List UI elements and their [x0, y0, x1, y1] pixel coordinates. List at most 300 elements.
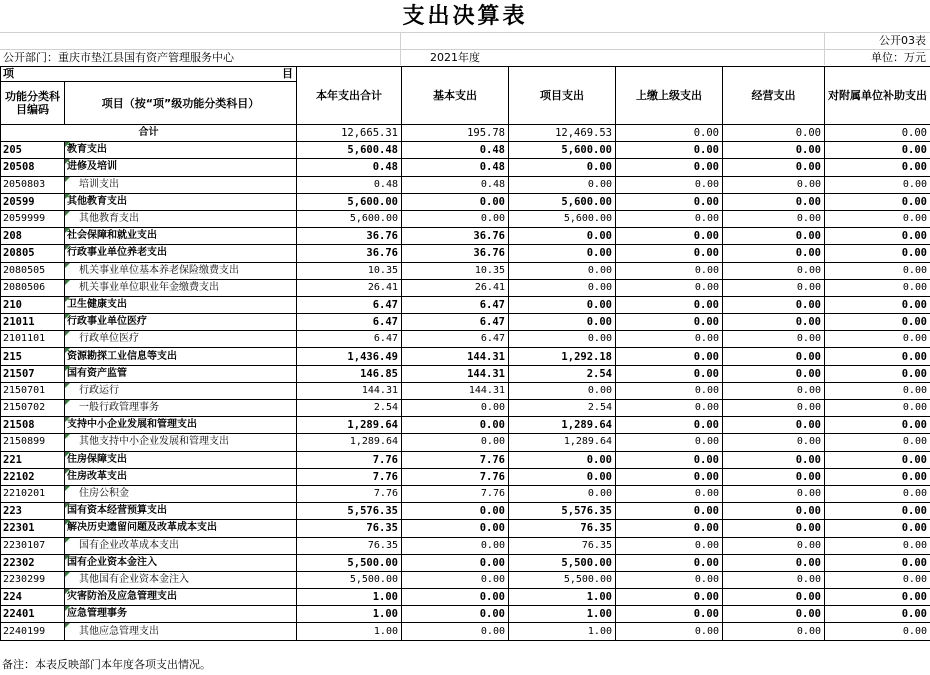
comment-marker-icon: [65, 297, 70, 302]
item-name: 其他教育支出: [79, 213, 139, 225]
table-row: [1, 468, 930, 485]
item-name: 住房公积金: [79, 488, 129, 500]
table-row: [1, 331, 930, 348]
table-row: [1, 314, 930, 331]
value-cell: 0.00: [825, 451, 930, 468]
item-name-cell: [65, 571, 297, 588]
header-item-name: 项目（按“项”级功能分类科目）: [65, 82, 297, 125]
comment-marker-icon: [65, 400, 70, 405]
func-code-cell: 2050803: [1, 176, 65, 193]
value-cell: 0.00: [402, 417, 509, 434]
func-code-cell: 2150701: [1, 382, 65, 399]
func-code-cell: 2101101: [1, 331, 65, 348]
value-cell: 0.00: [402, 400, 509, 417]
item-name-cell: [65, 279, 297, 296]
value-cell: 26.41: [402, 279, 509, 296]
value-cell: 0.00: [723, 279, 825, 296]
table-row: [1, 554, 930, 571]
value-cell: 1,292.18: [509, 348, 616, 365]
value-cell: 0.00: [616, 193, 723, 210]
value-cell: 0.00: [825, 176, 930, 193]
value-cell: 0.48: [402, 176, 509, 193]
value-cell: 7.76: [402, 451, 509, 468]
value-cell: 0.48: [402, 159, 509, 176]
value-cell: 0.00: [723, 623, 825, 640]
item-name: 行政事业单位养老支出: [67, 247, 167, 259]
value-cell: 6.47: [402, 296, 509, 313]
table-row: [1, 348, 930, 365]
func-code-cell: 20599: [1, 193, 65, 210]
value-cell: 0.00: [723, 245, 825, 262]
comment-marker-icon: [65, 486, 70, 491]
value-cell: 0.00: [616, 159, 723, 176]
value-cell: 1,289.64: [297, 417, 402, 434]
value-cell: 0.00: [723, 365, 825, 382]
comment-marker-icon: [65, 263, 70, 268]
grid-line: [0, 32, 930, 33]
func-code-cell: 20805: [1, 245, 65, 262]
value-cell: 0.00: [402, 571, 509, 588]
value-cell: 0.00: [825, 571, 930, 588]
value-cell: 144.31: [402, 382, 509, 399]
footer-note: 备注：本表反映部门本年度各项支出情况。: [2, 658, 211, 671]
item-name: 国有资本经营预算支出: [67, 505, 167, 517]
value-cell: 0.00: [723, 537, 825, 554]
table-row: [1, 537, 930, 554]
func-code-cell: 2059999: [1, 210, 65, 227]
comment-marker-icon: [65, 417, 70, 422]
value-cell: 0.00: [723, 348, 825, 365]
item-name-cell: [65, 142, 297, 159]
value-cell: 0.00: [825, 503, 930, 520]
value-cell: 0.00: [616, 520, 723, 537]
value-cell: 0.00: [402, 193, 509, 210]
item-name: 培训支出: [79, 178, 119, 190]
value-cell: 0.00: [616, 331, 723, 348]
value-cell: 0.00: [723, 193, 825, 210]
table-row: [1, 262, 930, 279]
table-row: [1, 176, 930, 193]
item-name-cell: [65, 606, 297, 623]
item-name-cell: [65, 365, 297, 382]
value-cell: 0.00: [825, 314, 930, 331]
total-value: 12,665.31: [297, 125, 402, 142]
value-cell: 0.00: [616, 468, 723, 485]
value-cell: 2.54: [509, 400, 616, 417]
col-header-project: 项目支出: [509, 67, 616, 125]
value-cell: 1.00: [509, 623, 616, 640]
item-name-cell: [65, 417, 297, 434]
value-cell: 0.00: [509, 382, 616, 399]
value-cell: 0.00: [825, 296, 930, 313]
value-cell: 0.00: [509, 451, 616, 468]
comment-marker-icon: [65, 366, 70, 371]
comment-marker-icon: [65, 348, 70, 353]
value-cell: 6.47: [402, 331, 509, 348]
item-name: 社会保障和就业支出: [67, 230, 157, 242]
value-cell: 0.00: [616, 279, 723, 296]
value-cell: 0.00: [616, 314, 723, 331]
value-cell: 36.76: [297, 245, 402, 262]
value-cell: 0.00: [723, 451, 825, 468]
value-cell: 0.00: [723, 417, 825, 434]
year-label: 2021年度: [430, 51, 480, 64]
table-row: [1, 571, 930, 588]
table-row: [1, 159, 930, 176]
value-cell: 0.48: [297, 176, 402, 193]
value-cell: 0.00: [616, 571, 723, 588]
value-cell: 0.00: [616, 606, 723, 623]
item-name: 行政单位医疗: [79, 333, 139, 345]
value-cell: 144.31: [402, 348, 509, 365]
value-cell: 0.00: [616, 210, 723, 227]
value-cell: 36.76: [402, 228, 509, 245]
value-cell: 0.00: [723, 159, 825, 176]
table-row: [1, 245, 930, 262]
value-cell: 0.00: [723, 210, 825, 227]
func-code-cell: 2240199: [1, 623, 65, 640]
value-cell: 0.00: [509, 262, 616, 279]
value-cell: 0.00: [616, 417, 723, 434]
value-cell: 0.00: [723, 606, 825, 623]
item-name-cell: [65, 193, 297, 210]
value-cell: 6.47: [297, 296, 402, 313]
table-row: [1, 606, 930, 623]
value-cell: 0.00: [616, 382, 723, 399]
value-cell: 6.47: [297, 314, 402, 331]
value-cell: 0.00: [402, 589, 509, 606]
value-cell: 0.00: [825, 400, 930, 417]
value-cell: 0.00: [616, 400, 723, 417]
value-cell: 5,500.00: [297, 571, 402, 588]
comment-marker-icon: [65, 331, 70, 336]
item-name-cell: [65, 262, 297, 279]
item-name-cell: [65, 503, 297, 520]
item-name-cell: [65, 400, 297, 417]
item-name: 住房改革支出: [67, 470, 127, 482]
value-cell: 0.00: [509, 228, 616, 245]
value-cell: 0.00: [509, 296, 616, 313]
comment-marker-icon: [65, 503, 70, 508]
unit-label: 单位：万元: [871, 51, 926, 64]
value-cell: 0.00: [402, 606, 509, 623]
comment-marker-icon: [65, 228, 70, 233]
comment-marker-icon: [65, 142, 70, 147]
header-func-code: 功能分类科目编码: [1, 82, 65, 125]
item-name-cell: [65, 159, 297, 176]
comment-marker-icon: [65, 555, 70, 560]
value-cell: 7.76: [297, 485, 402, 502]
total-value: 195.78: [402, 125, 509, 142]
table-row: [1, 296, 930, 313]
item-name-cell: [65, 554, 297, 571]
col-header-upper: 上缴上级支出: [616, 67, 723, 125]
comment-marker-icon: [65, 589, 70, 594]
value-cell: 0.00: [723, 228, 825, 245]
value-cell: 0.00: [616, 176, 723, 193]
value-cell: 0.00: [616, 623, 723, 640]
item-name-cell: [65, 468, 297, 485]
func-code-cell: 215: [1, 348, 65, 365]
item-name: 解决历史遗留问题及改革成本支出: [67, 522, 217, 534]
value-cell: 76.35: [509, 537, 616, 554]
table-row: [1, 228, 930, 245]
comment-marker-icon: [65, 177, 70, 182]
value-cell: 0.00: [723, 176, 825, 193]
value-cell: 144.31: [297, 382, 402, 399]
func-code-cell: 21508: [1, 417, 65, 434]
value-cell: 1.00: [297, 606, 402, 623]
item-name: 其他应急管理支出: [79, 625, 159, 637]
item-name: 国有企业资本金注入: [67, 556, 157, 568]
value-cell: 0.00: [509, 176, 616, 193]
value-cell: 0.00: [825, 331, 930, 348]
value-cell: 6.47: [402, 314, 509, 331]
value-cell: 0.00: [723, 400, 825, 417]
value-cell: 10.35: [402, 262, 509, 279]
value-cell: 0.00: [723, 296, 825, 313]
value-cell: 1,289.64: [509, 417, 616, 434]
value-cell: 76.35: [509, 520, 616, 537]
value-cell: 0.00: [509, 485, 616, 502]
value-cell: 0.00: [616, 537, 723, 554]
value-cell: 0.00: [616, 485, 723, 502]
value-cell: 36.76: [402, 245, 509, 262]
value-cell: 0.00: [723, 589, 825, 606]
value-cell: 0.00: [723, 314, 825, 331]
item-name: 灾害防治及应急管理支出: [67, 591, 177, 603]
item-name: 其他教育支出: [67, 195, 127, 207]
value-cell: 76.35: [297, 537, 402, 554]
item-name: 应急管理事务: [67, 608, 127, 620]
value-cell: 0.00: [402, 434, 509, 451]
form-code: 公开03表: [879, 34, 926, 47]
value-cell: 0.00: [825, 228, 930, 245]
value-cell: 0.00: [402, 554, 509, 571]
value-cell: 0.00: [723, 485, 825, 502]
func-code-cell: 210: [1, 296, 65, 313]
value-cell: 1.00: [509, 589, 616, 606]
table-row: [1, 193, 930, 210]
table-row: [1, 451, 930, 468]
func-code-cell: 2150899: [1, 434, 65, 451]
item-name-cell: [65, 296, 297, 313]
value-cell: 2.54: [509, 365, 616, 382]
value-cell: 0.00: [616, 554, 723, 571]
table-row: [1, 210, 930, 227]
table-row: [1, 417, 930, 434]
item-name: 一般行政管理事务: [79, 402, 159, 414]
value-cell: 1,289.64: [297, 434, 402, 451]
value-cell: 0.00: [723, 382, 825, 399]
item-name: 支持中小企业发展和管理支出: [67, 419, 197, 431]
department-label: 公开部门：重庆市垫江县国有资产管理服务中心: [3, 51, 234, 64]
value-cell: 5,500.00: [509, 571, 616, 588]
item-name: 国有企业改革成本支出: [79, 539, 179, 551]
header-xiang: 项: [3, 67, 14, 80]
func-code-cell: 221: [1, 451, 65, 468]
value-cell: 0.00: [825, 485, 930, 502]
item-name-cell: [65, 434, 297, 451]
value-cell: 0.00: [509, 245, 616, 262]
expenditure-table: [0, 66, 930, 641]
value-cell: 0.00: [723, 331, 825, 348]
value-cell: 1.00: [297, 623, 402, 640]
value-cell: 0.00: [825, 348, 930, 365]
value-cell: 0.00: [825, 245, 930, 262]
comment-marker-icon: [65, 280, 70, 285]
value-cell: 7.76: [402, 468, 509, 485]
item-name: 机关事业单位职业年金缴费支出: [79, 281, 219, 293]
table-row: [1, 589, 930, 606]
value-cell: 36.76: [297, 228, 402, 245]
col-header-subsidy: 对附属单位补助支出: [825, 67, 930, 125]
func-code-cell: 21507: [1, 365, 65, 382]
value-cell: 0.00: [825, 623, 930, 640]
value-cell: 0.00: [402, 623, 509, 640]
func-code-cell: 2150702: [1, 400, 65, 417]
value-cell: 144.31: [402, 365, 509, 382]
value-cell: 5,600.00: [297, 193, 402, 210]
value-cell: 0.00: [616, 245, 723, 262]
total-value: 0.00: [825, 125, 930, 142]
value-cell: 5,576.35: [297, 503, 402, 520]
comment-marker-icon: [65, 159, 70, 164]
value-cell: 7.76: [402, 485, 509, 502]
value-cell: 5,600.00: [509, 142, 616, 159]
value-cell: 0.48: [402, 142, 509, 159]
value-cell: 1.00: [297, 589, 402, 606]
item-name-cell: [65, 210, 297, 227]
total-value: 0.00: [616, 125, 723, 142]
func-code-cell: 2080506: [1, 279, 65, 296]
func-code-cell: 20508: [1, 159, 65, 176]
col-header-operation: 经营支出: [723, 67, 825, 125]
item-name: 其他国有企业资本金注入: [79, 573, 189, 585]
table-row: [1, 503, 930, 520]
value-cell: 0.00: [723, 142, 825, 159]
comment-marker-icon: [65, 452, 70, 457]
value-cell: 0.00: [825, 606, 930, 623]
value-cell: 0.00: [825, 262, 930, 279]
value-cell: 0.00: [723, 520, 825, 537]
value-cell: 0.00: [825, 279, 930, 296]
value-cell: 0.00: [402, 503, 509, 520]
col-header-basic: 基本支出: [402, 67, 509, 125]
value-cell: 0.00: [723, 503, 825, 520]
col-header-total: 本年支出合计: [297, 67, 402, 125]
table-row: [1, 485, 930, 502]
value-cell: 7.76: [297, 451, 402, 468]
func-code-cell: 22102: [1, 468, 65, 485]
value-cell: 5,600.48: [297, 142, 402, 159]
value-cell: 146.85: [297, 365, 402, 382]
item-name-cell: [65, 245, 297, 262]
value-cell: 0.00: [616, 434, 723, 451]
value-cell: 0.00: [723, 262, 825, 279]
item-name: 其他支持中小企业发展和管理支出: [79, 436, 229, 448]
comment-marker-icon: [65, 211, 70, 216]
total-value: 0.00: [723, 125, 825, 142]
func-code-cell: 223: [1, 503, 65, 520]
func-code-cell: 22301: [1, 520, 65, 537]
item-name-cell: [65, 589, 297, 606]
item-name-cell: [65, 520, 297, 537]
item-name-cell: [65, 228, 297, 245]
table-row: [1, 365, 930, 382]
func-code-cell: 205: [1, 142, 65, 159]
value-cell: 0.00: [825, 589, 930, 606]
value-cell: 26.41: [297, 279, 402, 296]
func-code-cell: 224: [1, 589, 65, 606]
value-cell: 0.00: [825, 417, 930, 434]
func-code-cell: 22302: [1, 554, 65, 571]
item-name: 进修及培训: [67, 161, 117, 173]
value-cell: 1.00: [509, 606, 616, 623]
item-name-cell: [65, 331, 297, 348]
value-cell: 0.00: [509, 279, 616, 296]
total-value: 12,469.53: [509, 125, 616, 142]
value-cell: 0.00: [825, 159, 930, 176]
comment-marker-icon: [65, 469, 70, 474]
total-row: [1, 125, 930, 142]
value-cell: 0.00: [402, 520, 509, 537]
item-name-cell: [65, 382, 297, 399]
table-row: [1, 400, 930, 417]
value-cell: 0.00: [616, 142, 723, 159]
value-cell: 0.00: [509, 314, 616, 331]
value-cell: 0.00: [825, 210, 930, 227]
table-row: [1, 142, 930, 159]
value-cell: 0.00: [616, 296, 723, 313]
func-code-cell: 2080505: [1, 262, 65, 279]
value-cell: 6.47: [297, 331, 402, 348]
item-name-cell: [65, 176, 297, 193]
value-cell: 5,500.00: [509, 554, 616, 571]
table-row: [1, 520, 930, 537]
item-name: 卫生健康支出: [67, 298, 127, 310]
table-row: [1, 382, 930, 399]
value-cell: 1,289.64: [509, 434, 616, 451]
value-cell: 0.00: [402, 210, 509, 227]
value-cell: 0.00: [825, 468, 930, 485]
item-name-cell: [65, 623, 297, 640]
value-cell: 0.00: [723, 571, 825, 588]
item-name: 行政事业单位医疗: [67, 316, 147, 328]
value-cell: 1,436.49: [297, 348, 402, 365]
item-name: 机关事业单位基本养老保险缴费支出: [79, 264, 239, 276]
value-cell: 0.00: [825, 193, 930, 210]
value-cell: 5,576.35: [509, 503, 616, 520]
value-cell: 5,600.00: [509, 210, 616, 227]
item-name-cell: [65, 451, 297, 468]
value-cell: 0.00: [402, 537, 509, 554]
value-cell: 2.54: [297, 400, 402, 417]
value-cell: 0.00: [616, 451, 723, 468]
value-cell: 5,500.00: [297, 554, 402, 571]
value-cell: 0.00: [825, 382, 930, 399]
value-cell: 0.00: [509, 331, 616, 348]
value-cell: 0.00: [616, 589, 723, 606]
func-code-cell: 21011: [1, 314, 65, 331]
comment-marker-icon: [65, 623, 70, 628]
value-cell: 0.00: [616, 365, 723, 382]
value-cell: 0.00: [825, 365, 930, 382]
value-cell: 0.00: [723, 434, 825, 451]
comment-marker-icon: [65, 314, 70, 319]
table-row: [1, 279, 930, 296]
page-title: 支出决算表: [402, 4, 528, 29]
